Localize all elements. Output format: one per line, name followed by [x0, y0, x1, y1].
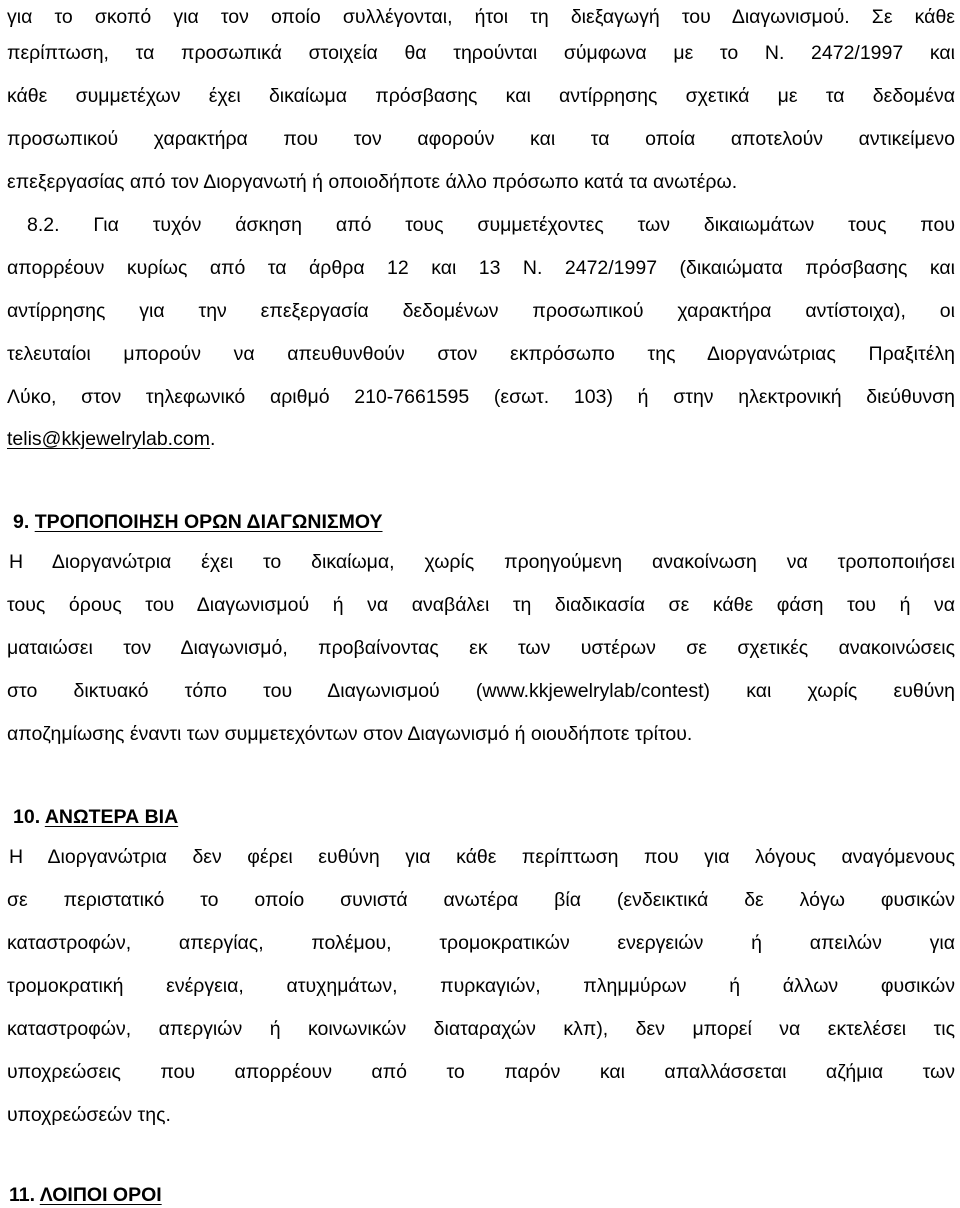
paragraph-line: περίπτωση, τα προσωπικά στοιχεία θα τηρούνται σύμφωνα με το Ν. 2472/1997 και [7, 42, 955, 64]
email-suffix: . [209, 428, 216, 450]
paragraph-line: υποχρεώσεις που απορρέουν από το παρόν και απαλλάσσεται αζήμια των [7, 1061, 955, 1083]
paragraph-line-8-2: 8.2. Για τυχόν άσκηση από τους συμμετέχοντες των δικαιωμάτων τους που [27, 214, 955, 236]
paragraph-line: καταστροφών, απεργίας, πολέμου, τρομοκρατικών ενεργειών ή απειλών για [7, 932, 955, 954]
paragraph-line: Η Διοργανώτρια έχει το δικαίωμα, χωρίς προηγούμενη ανακοίνωση να τροποποιήσει [9, 551, 955, 573]
email-link[interactable]: telis@kkjewelrylab.com [7, 428, 210, 450]
paragraph-line: καταστροφών, απεργιών ή κοινωνικών διαταραχών κλπ), δεν μπορεί να εκτελέσει τις [7, 1018, 955, 1040]
paragraph-line: σε περιστατικό το οποίο συνιστά ανωτέρα βία (ενδεικτικά δε λόγω φυσικών [7, 889, 955, 911]
section-number: 11. [9, 1184, 36, 1206]
paragraph-line: τρομοκρατική ενέργεια, ατυχημάτων, πυρκαγιών, πλημμύρων ή άλλων φυσικών [7, 975, 955, 997]
paragraph-line: προσωπικού χαρακτήρα που τον αφορούν και τα οποία αποτελούν αντικείμενο [7, 128, 955, 150]
section-title: ΛΟΙΠΟΙ ΟΡΟΙ [39, 1184, 162, 1206]
paragraph-line: ματαιώσει τον Διαγωνισμό, προβαίνοντας εκ των υστέρων σε σχετικές ανακοινώσεις [7, 637, 955, 659]
paragraph-line: αντίρρησης για την επεξεργασία δεδομένων προσωπικού χαρακτήρα αντίστοιχα), οι [7, 300, 955, 322]
section-title: ΤΡΟΠΟΠΟΙΗΣΗ ΟΡΩΝ ΔΙΑΓΩΝΙΣΜΟΥ [34, 511, 383, 533]
paragraph-line: αποζημίωσης έναντι των συμμετεχόντων στον Διαγωνισμό ή οιουδήποτε τρίτου. [7, 723, 693, 745]
section-heading-11 [9, 1182, 162, 1208]
paragraph-line: στο δικτυακό τόπο του Διαγωνισμού (www.kkjewelrylab/contest) και χωρίς ευθύνη [7, 680, 955, 702]
email-line [7, 426, 955, 452]
paragraph-line: Λύκο, στον τηλεφωνικό αριθμό 210-7661595 (εσωτ. 103) ή στην ηλεκτρονική διεύθυνση [7, 386, 955, 408]
paragraph-line: απορρέουν κυρίως από τα άρθρα 12 και 13 Ν. 2472/1997 (δικαιώματα πρόσβασης και [7, 257, 955, 279]
section-number: 9. [13, 511, 30, 533]
section-title: ΑΝΩΤΕΡΑ ΒΙΑ [44, 806, 179, 828]
section-number: 10. [13, 806, 41, 828]
paragraph-line: κάθε συμμετέχων έχει δικαίωμα πρόσβασης και αντίρρησης σχετικά με τα δεδομένα [7, 85, 955, 107]
paragraph-line: τελευταίοι μπορούν να απευθυνθούν στον εκπρόσωπο της Διοργανώτριας Πραξιτέλη [7, 343, 955, 365]
paragraph-line: για το σκοπό για τον οποίο συλλέγονται, ήτοι τη διεξαγωγή του Διαγωνισμού. Σε κάθε [7, 6, 955, 28]
section-heading-10 [13, 804, 178, 830]
section-heading-9 [13, 509, 383, 535]
paragraph-line: επεξεργασίας από τον Διοργανωτή ή οποιοδήποτε άλλο πρόσωπο κατά τα ανωτέρω. [7, 171, 738, 193]
paragraph-line: τους όρους του Διαγωνισμού ή να αναβάλει τη διαδικασία σε κάθε φάση του ή να [7, 594, 955, 616]
paragraph-line: Η Διοργανώτρια δεν φέρει ευθύνη για κάθε περίπτωση που για λόγους αναγόμενους [9, 846, 955, 868]
paragraph-line: υποχρεώσεών της. [7, 1104, 171, 1126]
